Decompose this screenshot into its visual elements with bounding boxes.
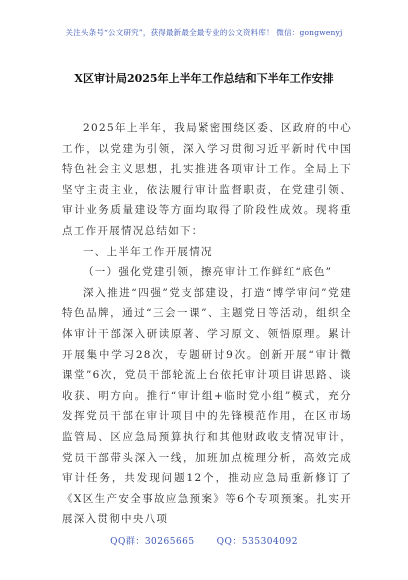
header-banner: 关注头条号“公文研究”，获得最新最全最专业的公文资料库！ 微信：gongwenyj bbox=[65, 28, 343, 37]
intro-paragraph: 2025年上半年，我局紧密围绕区委、区政府的中心工作，以党建为引领，深入学习贯彻习近平新时代中国特色社会主义思想，扎实推进各项审计工作。全局上下坚守主责主业，依法履行审计监督职责，在党建引领、审计业务质量建设等方面均取得了阶段性成效。现将重点工作开展情况总结如下： bbox=[62, 122, 352, 237]
document-title: X区审计局2025年上半年工作总结和下半年工作安排 bbox=[74, 72, 334, 85]
document-body bbox=[62, 118, 352, 530]
qq-group-label: QQ群：30265665 bbox=[110, 537, 195, 547]
qq-number-label: QQ：535304092 bbox=[216, 537, 298, 547]
section-heading: 一、上半年工作开展情况 bbox=[83, 245, 213, 258]
subsection-heading: （一）强化党建引领，擦亮审计工作鲜红“底色” bbox=[83, 266, 333, 279]
subsection-paragraph: 深入推进“四强”党支部建设，打造“博学审问”党建特色品牌，通过“三会一课”、主题党日等活动，组织全体审计干部深入研读原著、学习原文、领悟原理。累计开展集中学习28次，专题研讨9次。创新开展“审计微课堂”6次，党员干部轮流上台依托审计项目讲思路、谈收获、明方向。推行“审计组+临时党小组”模式，充分发挥党员干部在审计项目中的先锋模范作用，在区市场监管局、区应急局预算执行和其他财政收支情况审计，党员干部带头深入一线，加班加点梳理分析，高效完成审计任务，共发现问题12个，推动应急局重新修订了《X区生产安全事故应急预案》等6个专项预案。扎实开展深入贯彻中央八项 bbox=[62, 286, 352, 526]
footer-contact bbox=[0, 534, 408, 547]
